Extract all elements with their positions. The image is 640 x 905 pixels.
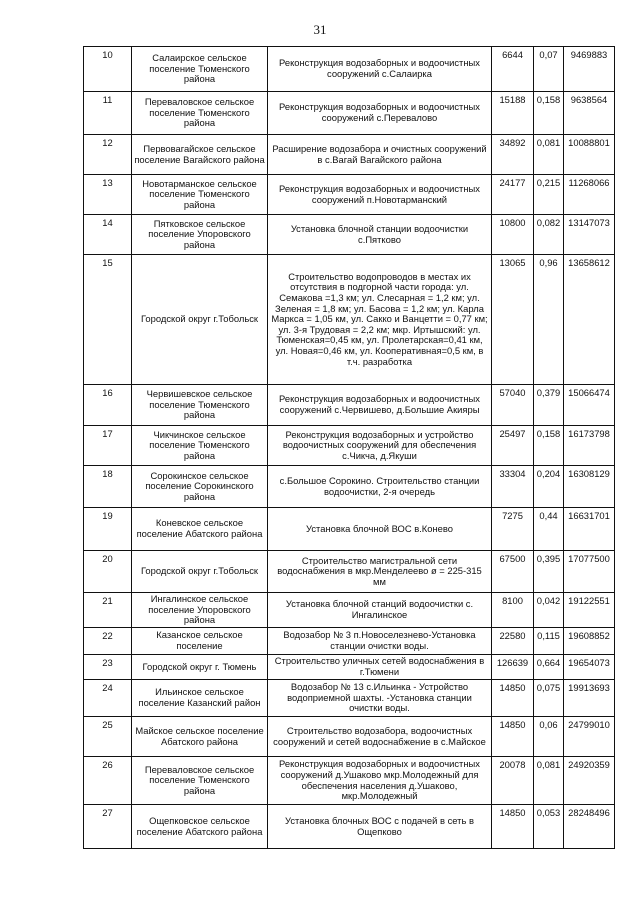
row-number: 20 [84, 551, 132, 593]
value-c-cell: 28248496 [564, 805, 615, 849]
table-row [84, 593, 615, 628]
work-description-cell: Строительство уличных сетей водоснабжения в г.Тюмени [268, 655, 492, 680]
value-b-cell: 0,204 [534, 466, 564, 508]
row-number: 15 [84, 255, 132, 385]
table-row [84, 628, 615, 655]
municipality-cell: Червишевское сельское поселение Тюменского района [132, 385, 268, 426]
value-b-cell: 0,081 [534, 135, 564, 175]
value-c-cell: 11268066 [564, 175, 615, 215]
table-row [84, 215, 615, 255]
value-c-cell: 9638564 [564, 92, 615, 135]
municipality-cell: Ощепковское сельское поселение Абатского района [132, 805, 268, 849]
value-b-cell: 0,07 [534, 47, 564, 92]
row-number: 22 [84, 628, 132, 655]
value-c-cell: 19122551 [564, 593, 615, 628]
value-a-cell: 8100 [492, 593, 534, 628]
table-row [84, 551, 615, 593]
municipality-cell: Городской округ г.Тобольск [132, 551, 268, 593]
table-row [84, 175, 615, 215]
municipality-cell: Казанское сельское поселение [132, 628, 268, 655]
value-c-cell: 10088801 [564, 135, 615, 175]
value-b-cell: 0,379 [534, 385, 564, 426]
value-b-cell: 0,96 [534, 255, 564, 385]
row-number: 24 [84, 680, 132, 717]
value-a-cell: 14850 [492, 717, 534, 757]
work-description-cell: Строительство водопроводов в местах их отсутствия в подгорной части города: ул. Семакова =1,3 км; ул. Слесарная = 1,2 км; ул. Зеленая = 1,8 км; ул. Басова = 1,2 км; ул. Карла Маркса = 1,05 км, ул. Сакко и Ванцетти = 0,77 км; ул. 3-я Трудовая = 2,2 км; мкр. Иртышский: ул. Тюменская=0,45 км, ул. Пролетарская=0,41 км, ул. Новая=0,46 км, ул. Кооперативная=0,5 км, в т.ч. разработка [268, 255, 492, 385]
table-row [84, 717, 615, 757]
table-row [84, 426, 615, 466]
municipality-cell: Коневское сельское поселение Абатского района [132, 508, 268, 551]
municipality-cell: Переваловское сельское поселение Тюменского района [132, 757, 268, 805]
value-b-cell: 0,158 [534, 426, 564, 466]
work-description-cell: Водозабор № 13 с.Ильинка - Устройство водоприемной шахты. -Установка станции очистки воды. [268, 680, 492, 717]
municipality-cell: Новотарманское сельское поселение Тюменского района [132, 175, 268, 215]
value-a-cell: 126639 [492, 655, 534, 680]
row-number: 10 [84, 47, 132, 92]
table-row [84, 805, 615, 849]
value-c-cell: 19654073 [564, 655, 615, 680]
work-description-cell: Расширение водозабора и очистных сооружений в с.Вагай Вагайского района [268, 135, 492, 175]
value-b-cell: 0,075 [534, 680, 564, 717]
row-number: 16 [84, 385, 132, 426]
table-row [84, 92, 615, 135]
work-description-cell: Реконструкция водозаборных и водоочистных сооружений с.Перевалово [268, 92, 492, 135]
value-b-cell: 0,081 [534, 757, 564, 805]
row-number: 12 [84, 135, 132, 175]
municipality-cell: Майское сельское поселение Абатского района [132, 717, 268, 757]
municipality-cell: Ингалинское сельское поселение Упоровского района [132, 593, 268, 628]
value-c-cell: 24920359 [564, 757, 615, 805]
row-number: 11 [84, 92, 132, 135]
work-description-cell: Реконструкция водозаборных и устройство водоочистных сооружений для обеспечения с.Чикча, д.Якуши [268, 426, 492, 466]
work-description-cell: Установка блочной станций водоочистки с. Ингалинское [268, 593, 492, 628]
value-a-cell: 7275 [492, 508, 534, 551]
table-row [84, 135, 615, 175]
value-a-cell: 67500 [492, 551, 534, 593]
row-number: 26 [84, 757, 132, 805]
value-c-cell: 13147073 [564, 215, 615, 255]
value-c-cell: 15066474 [564, 385, 615, 426]
value-a-cell: 6644 [492, 47, 534, 92]
row-number: 25 [84, 717, 132, 757]
table-row [84, 385, 615, 426]
row-number: 18 [84, 466, 132, 508]
table-row [84, 680, 615, 717]
municipality-cell: Ильинское сельское поселение Казанский район [132, 680, 268, 717]
municipality-cell: Городской округ г. Тюмень [132, 655, 268, 680]
value-b-cell: 0,158 [534, 92, 564, 135]
value-b-cell: 0,053 [534, 805, 564, 849]
municipality-cell: Салаирское сельское поселение Тюменского района [132, 47, 268, 92]
value-a-cell: 15188 [492, 92, 534, 135]
value-c-cell: 13658612 [564, 255, 615, 385]
municipality-cell: Сорокинское сельское поселение Сорокинского района [132, 466, 268, 508]
work-description-cell: Реконструкция водозаборных и водоочистных сооружений с.Салаирка [268, 47, 492, 92]
value-b-cell: 0,395 [534, 551, 564, 593]
value-a-cell: 34892 [492, 135, 534, 175]
work-description-cell: Установка блочной станции водоочистки с.Пятково [268, 215, 492, 255]
row-number: 27 [84, 805, 132, 849]
value-b-cell: 0,44 [534, 508, 564, 551]
projects-table [83, 46, 615, 849]
value-b-cell: 0,664 [534, 655, 564, 680]
row-number: 21 [84, 593, 132, 628]
value-b-cell: 0,115 [534, 628, 564, 655]
value-b-cell: 0,082 [534, 215, 564, 255]
table-row [84, 508, 615, 551]
work-description-cell: Водозабор № 3 п.Новоселезнево-Установка станции очистки воды. [268, 628, 492, 655]
value-c-cell: 19608852 [564, 628, 615, 655]
value-a-cell: 24177 [492, 175, 534, 215]
value-a-cell: 57040 [492, 385, 534, 426]
municipality-cell: Переваловское сельское поселение Тюменского района [132, 92, 268, 135]
municipality-cell: Первовагайское сельское поселение Вагайского района [132, 135, 268, 175]
value-b-cell: 0,042 [534, 593, 564, 628]
row-number: 17 [84, 426, 132, 466]
row-number: 23 [84, 655, 132, 680]
table-row [84, 655, 615, 680]
table-row [84, 255, 615, 385]
value-c-cell: 16631701 [564, 508, 615, 551]
work-description-cell: Строительство водозабора, водоочистных сооружений и сетей водоснабжение в с.Майское [268, 717, 492, 757]
value-c-cell: 9469883 [564, 47, 615, 92]
municipality-cell: Чикчинское сельское поселение Тюменского района [132, 426, 268, 466]
work-description-cell: Реконструкция водозаборных и водоочистных сооружений с.Червишево, д.Большие Акияры [268, 385, 492, 426]
value-c-cell: 16173798 [564, 426, 615, 466]
value-a-cell: 14850 [492, 680, 534, 717]
work-description-cell: Строительство магистральной сети водоснабжения в мкр.Менделеево ø = 225-315 мм [268, 551, 492, 593]
table-row [84, 466, 615, 508]
work-description-cell: Реконструкция водозаборных и водоочистных сооружений д.Ушаково мкр.Молодежный для обеспечения населения д.Ушаково, мкр.Молодежный [268, 757, 492, 805]
municipality-cell: Городской округ г.Тобольск [132, 255, 268, 385]
table-row [84, 47, 615, 92]
page-number: 31 [313, 22, 327, 37]
table-row [84, 757, 615, 805]
value-b-cell: 0,215 [534, 175, 564, 215]
value-a-cell: 20078 [492, 757, 534, 805]
value-c-cell: 19913693 [564, 680, 615, 717]
work-description-cell: с.Большое Сорокино. Строительство станции водоочистки, 2-я очередь [268, 466, 492, 508]
value-b-cell: 0,06 [534, 717, 564, 757]
municipality-cell: Пятковское сельское поселение Упоровского района [132, 215, 268, 255]
value-a-cell: 10800 [492, 215, 534, 255]
work-description-cell: Установка блочной ВОС в.Конево [268, 508, 492, 551]
value-c-cell: 17077500 [564, 551, 615, 593]
value-a-cell: 13065 [492, 255, 534, 385]
value-a-cell: 33304 [492, 466, 534, 508]
value-a-cell: 14850 [492, 805, 534, 849]
value-c-cell: 24799010 [564, 717, 615, 757]
row-number: 13 [84, 175, 132, 215]
work-description-cell: Реконструкция водозаборных и водоочистных сооружений п.Новотарманский [268, 175, 492, 215]
row-number: 19 [84, 508, 132, 551]
work-description-cell: Установка блочных ВОС с подачей в сеть в Ощепково [268, 805, 492, 849]
value-c-cell: 16308129 [564, 466, 615, 508]
value-a-cell: 22580 [492, 628, 534, 655]
value-a-cell: 25497 [492, 426, 534, 466]
row-number: 14 [84, 215, 132, 255]
